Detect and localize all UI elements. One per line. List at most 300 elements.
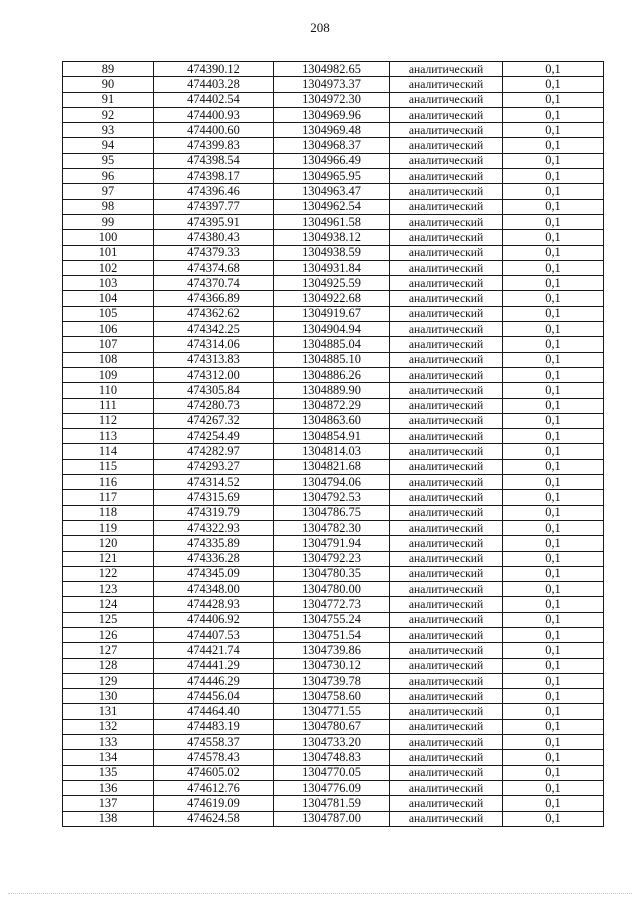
method-cell: аналитический <box>390 520 503 535</box>
method-cell: аналитический <box>390 627 503 642</box>
method-cell: аналитический <box>390 276 503 291</box>
y-coordinate-cell: 1304938.12 <box>274 230 390 245</box>
method-cell: аналитический <box>390 551 503 566</box>
method-cell: аналитический <box>390 245 503 260</box>
page-number: 208 <box>310 20 330 35</box>
table-row <box>63 750 604 765</box>
point-number-cell: 99 <box>63 214 154 229</box>
precision-cell: 0,1 <box>503 597 604 612</box>
precision-cell: 0,1 <box>503 184 604 199</box>
precision-cell: 0,1 <box>503 505 604 520</box>
precision-cell: 0,1 <box>503 383 604 398</box>
precision-cell: 0,1 <box>503 765 604 780</box>
precision-cell: 0,1 <box>503 582 604 597</box>
y-coordinate-cell: 1304885.10 <box>274 352 390 367</box>
precision-cell: 0,1 <box>503 245 604 260</box>
point-number-cell: 115 <box>63 459 154 474</box>
y-coordinate-cell: 1304748.83 <box>274 750 390 765</box>
y-coordinate-cell: 1304938.59 <box>274 245 390 260</box>
x-coordinate-cell: 474400.60 <box>154 123 274 138</box>
precision-cell: 0,1 <box>503 780 604 795</box>
point-number-cell: 129 <box>63 673 154 688</box>
point-number-cell: 97 <box>63 184 154 199</box>
point-number-cell: 91 <box>63 92 154 107</box>
y-coordinate-cell: 1304780.35 <box>274 566 390 581</box>
y-coordinate-cell: 1304889.90 <box>274 383 390 398</box>
point-number-cell: 132 <box>63 719 154 734</box>
point-number-cell: 101 <box>63 245 154 260</box>
table-row <box>63 719 604 734</box>
precision-cell: 0,1 <box>503 796 604 811</box>
table-row <box>63 490 604 505</box>
table-row <box>63 123 604 138</box>
point-number-cell: 135 <box>63 765 154 780</box>
method-cell: аналитический <box>390 107 503 122</box>
y-coordinate-cell: 1304972.30 <box>274 92 390 107</box>
table-row <box>63 444 604 459</box>
method-cell: аналитический <box>390 77 503 92</box>
precision-cell: 0,1 <box>503 199 604 214</box>
precision-cell: 0,1 <box>503 306 604 321</box>
x-coordinate-cell: 474314.06 <box>154 337 274 352</box>
precision-cell: 0,1 <box>503 153 604 168</box>
precision-cell: 0,1 <box>503 214 604 229</box>
x-coordinate-cell: 474345.09 <box>154 566 274 581</box>
table-row <box>63 582 604 597</box>
point-number-cell: 102 <box>63 260 154 275</box>
point-number-cell: 128 <box>63 658 154 673</box>
x-coordinate-cell: 474379.33 <box>154 245 274 260</box>
point-number-cell: 90 <box>63 77 154 92</box>
x-coordinate-cell: 474366.89 <box>154 291 274 306</box>
table-row <box>63 92 604 107</box>
method-cell: аналитический <box>390 429 503 444</box>
point-number-cell: 112 <box>63 413 154 428</box>
y-coordinate-cell: 1304966.49 <box>274 153 390 168</box>
method-cell: аналитический <box>390 689 503 704</box>
table-row <box>63 276 604 291</box>
table-row <box>63 780 604 795</box>
y-coordinate-cell: 1304854.91 <box>274 429 390 444</box>
x-coordinate-cell: 474441.29 <box>154 658 274 673</box>
precision-cell: 0,1 <box>503 704 604 719</box>
table-row <box>63 505 604 520</box>
y-coordinate-cell: 1304886.26 <box>274 367 390 382</box>
y-coordinate-cell: 1304786.75 <box>274 505 390 520</box>
method-cell: аналитический <box>390 475 503 490</box>
x-coordinate-cell: 474398.54 <box>154 153 274 168</box>
x-coordinate-cell: 474402.54 <box>154 92 274 107</box>
table-row <box>63 689 604 704</box>
point-number-cell: 103 <box>63 276 154 291</box>
table-row <box>63 536 604 551</box>
precision-cell: 0,1 <box>503 107 604 122</box>
y-coordinate-cell: 1304780.67 <box>274 719 390 734</box>
y-coordinate-cell: 1304739.78 <box>274 673 390 688</box>
method-cell: аналитический <box>390 62 503 77</box>
y-coordinate-cell: 1304814.03 <box>274 444 390 459</box>
table-row <box>63 184 604 199</box>
x-coordinate-cell: 474348.00 <box>154 582 274 597</box>
table-row <box>63 245 604 260</box>
method-cell: аналитический <box>390 367 503 382</box>
method-cell: аналитический <box>390 582 503 597</box>
method-cell: аналитический <box>390 566 503 581</box>
method-cell: аналитический <box>390 490 503 505</box>
point-number-cell: 124 <box>63 597 154 612</box>
point-number-cell: 104 <box>63 291 154 306</box>
precision-cell: 0,1 <box>503 520 604 535</box>
y-coordinate-cell: 1304963.47 <box>274 184 390 199</box>
table-row <box>63 551 604 566</box>
precision-cell: 0,1 <box>503 62 604 77</box>
x-coordinate-cell: 474398.17 <box>154 169 274 184</box>
point-number-cell: 126 <box>63 627 154 642</box>
point-number-cell: 131 <box>63 704 154 719</box>
method-cell: аналитический <box>390 383 503 398</box>
table-row <box>63 643 604 658</box>
table-row <box>63 337 604 352</box>
coordinates-table <box>62 61 604 827</box>
method-cell: аналитический <box>390 735 503 750</box>
method-cell: аналитический <box>390 413 503 428</box>
table-row <box>63 765 604 780</box>
x-coordinate-cell: 474558.37 <box>154 735 274 750</box>
y-coordinate-cell: 1304792.23 <box>274 551 390 566</box>
x-coordinate-cell: 474483.19 <box>154 719 274 734</box>
precision-cell: 0,1 <box>503 459 604 474</box>
method-cell: аналитический <box>390 750 503 765</box>
x-coordinate-cell: 474456.04 <box>154 689 274 704</box>
method-cell: аналитический <box>390 123 503 138</box>
table-row <box>63 306 604 321</box>
precision-cell: 0,1 <box>503 276 604 291</box>
precision-cell: 0,1 <box>503 429 604 444</box>
point-number-cell: 109 <box>63 367 154 382</box>
precision-cell: 0,1 <box>503 735 604 750</box>
point-number-cell: 118 <box>63 505 154 520</box>
x-coordinate-cell: 474335.89 <box>154 536 274 551</box>
point-number-cell: 127 <box>63 643 154 658</box>
table-row <box>63 658 604 673</box>
x-coordinate-cell: 474293.27 <box>154 459 274 474</box>
method-cell: аналитический <box>390 153 503 168</box>
point-number-cell: 117 <box>63 490 154 505</box>
y-coordinate-cell: 1304922.68 <box>274 291 390 306</box>
point-number-cell: 96 <box>63 169 154 184</box>
point-number-cell: 113 <box>63 429 154 444</box>
point-number-cell: 121 <box>63 551 154 566</box>
method-cell: аналитический <box>390 444 503 459</box>
point-number-cell: 100 <box>63 230 154 245</box>
table-row <box>63 230 604 245</box>
method-cell: аналитический <box>390 230 503 245</box>
x-coordinate-cell: 474312.00 <box>154 367 274 382</box>
method-cell: аналитический <box>390 658 503 673</box>
x-coordinate-cell: 474322.93 <box>154 520 274 535</box>
table-row <box>63 475 604 490</box>
y-coordinate-cell: 1304925.59 <box>274 276 390 291</box>
method-cell: аналитический <box>390 459 503 474</box>
precision-cell: 0,1 <box>503 260 604 275</box>
method-cell: аналитический <box>390 306 503 321</box>
table-row <box>63 612 604 627</box>
x-coordinate-cell: 474342.25 <box>154 322 274 337</box>
x-coordinate-cell: 474319.79 <box>154 505 274 520</box>
y-coordinate-cell: 1304794.06 <box>274 475 390 490</box>
x-coordinate-cell: 474336.28 <box>154 551 274 566</box>
x-coordinate-cell: 474578.43 <box>154 750 274 765</box>
y-coordinate-cell: 1304730.12 <box>274 658 390 673</box>
table-row <box>63 322 604 337</box>
x-coordinate-cell: 474370.74 <box>154 276 274 291</box>
method-cell: аналитический <box>390 352 503 367</box>
precision-cell: 0,1 <box>503 337 604 352</box>
point-number-cell: 122 <box>63 566 154 581</box>
x-coordinate-cell: 474315.69 <box>154 490 274 505</box>
point-number-cell: 89 <box>63 62 154 77</box>
precision-cell: 0,1 <box>503 719 604 734</box>
table-row <box>63 352 604 367</box>
y-coordinate-cell: 1304968.37 <box>274 138 390 153</box>
y-coordinate-cell: 1304780.00 <box>274 582 390 597</box>
y-coordinate-cell: 1304821.68 <box>274 459 390 474</box>
x-coordinate-cell: 474374.68 <box>154 260 274 275</box>
y-coordinate-cell: 1304969.48 <box>274 123 390 138</box>
method-cell: аналитический <box>390 673 503 688</box>
x-coordinate-cell: 474314.52 <box>154 475 274 490</box>
x-coordinate-cell: 474403.28 <box>154 77 274 92</box>
point-number-cell: 105 <box>63 306 154 321</box>
point-number-cell: 93 <box>63 123 154 138</box>
method-cell: аналитический <box>390 719 503 734</box>
precision-cell: 0,1 <box>503 551 604 566</box>
x-coordinate-cell: 474305.84 <box>154 383 274 398</box>
table-row <box>63 459 604 474</box>
method-cell: аналитический <box>390 398 503 413</box>
y-coordinate-cell: 1304776.09 <box>274 780 390 795</box>
x-coordinate-cell: 474396.46 <box>154 184 274 199</box>
table-row <box>63 520 604 535</box>
method-cell: аналитический <box>390 184 503 199</box>
point-number-cell: 94 <box>63 138 154 153</box>
y-coordinate-cell: 1304982.65 <box>274 62 390 77</box>
method-cell: аналитический <box>390 291 503 306</box>
method-cell: аналитический <box>390 643 503 658</box>
x-coordinate-cell: 474395.91 <box>154 214 274 229</box>
method-cell: аналитический <box>390 260 503 275</box>
x-coordinate-cell: 474267.32 <box>154 413 274 428</box>
y-coordinate-cell: 1304962.54 <box>274 199 390 214</box>
y-coordinate-cell: 1304791.94 <box>274 536 390 551</box>
y-coordinate-cell: 1304961.58 <box>274 214 390 229</box>
precision-cell: 0,1 <box>503 490 604 505</box>
table-row <box>63 673 604 688</box>
method-cell: аналитический <box>390 214 503 229</box>
point-number-cell: 125 <box>63 612 154 627</box>
table-row <box>63 627 604 642</box>
table-row <box>63 413 604 428</box>
method-cell: аналитический <box>390 199 503 214</box>
method-cell: аналитический <box>390 138 503 153</box>
precision-cell: 0,1 <box>503 123 604 138</box>
method-cell: аналитический <box>390 597 503 612</box>
scan-edge-line <box>8 893 632 894</box>
y-coordinate-cell: 1304863.60 <box>274 413 390 428</box>
point-number-cell: 130 <box>63 689 154 704</box>
method-cell: аналитический <box>390 92 503 107</box>
method-cell: аналитический <box>390 765 503 780</box>
table-row <box>63 597 604 612</box>
y-coordinate-cell: 1304771.55 <box>274 704 390 719</box>
y-coordinate-cell: 1304973.37 <box>274 77 390 92</box>
x-coordinate-cell: 474397.77 <box>154 199 274 214</box>
precision-cell: 0,1 <box>503 230 604 245</box>
precision-cell: 0,1 <box>503 352 604 367</box>
table-row <box>63 429 604 444</box>
table-row <box>63 811 604 826</box>
table-row <box>63 62 604 77</box>
table-row <box>63 383 604 398</box>
x-coordinate-cell: 474421.74 <box>154 643 274 658</box>
method-cell: аналитический <box>390 612 503 627</box>
x-coordinate-cell: 474280.73 <box>154 398 274 413</box>
point-number-cell: 111 <box>63 398 154 413</box>
y-coordinate-cell: 1304872.29 <box>274 398 390 413</box>
x-coordinate-cell: 474619.09 <box>154 796 274 811</box>
point-number-cell: 134 <box>63 750 154 765</box>
x-coordinate-cell: 474399.83 <box>154 138 274 153</box>
precision-cell: 0,1 <box>503 750 604 765</box>
x-coordinate-cell: 474407.53 <box>154 627 274 642</box>
y-coordinate-cell: 1304787.00 <box>274 811 390 826</box>
point-number-cell: 116 <box>63 475 154 490</box>
table-row <box>63 566 604 581</box>
method-cell: аналитический <box>390 704 503 719</box>
y-coordinate-cell: 1304772.73 <box>274 597 390 612</box>
table-row <box>63 199 604 214</box>
x-coordinate-cell: 474400.93 <box>154 107 274 122</box>
y-coordinate-cell: 1304969.96 <box>274 107 390 122</box>
x-coordinate-cell: 474605.02 <box>154 765 274 780</box>
table-row <box>63 138 604 153</box>
y-coordinate-cell: 1304792.53 <box>274 490 390 505</box>
y-coordinate-cell: 1304758.60 <box>274 689 390 704</box>
y-coordinate-cell: 1304751.54 <box>274 627 390 642</box>
method-cell: аналитический <box>390 337 503 352</box>
table-row <box>63 77 604 92</box>
precision-cell: 0,1 <box>503 612 604 627</box>
precision-cell: 0,1 <box>503 398 604 413</box>
y-coordinate-cell: 1304781.59 <box>274 796 390 811</box>
x-coordinate-cell: 474362.62 <box>154 306 274 321</box>
point-number-cell: 110 <box>63 383 154 398</box>
x-coordinate-cell: 474380.43 <box>154 230 274 245</box>
point-number-cell: 137 <box>63 796 154 811</box>
method-cell: аналитический <box>390 796 503 811</box>
y-coordinate-cell: 1304782.30 <box>274 520 390 535</box>
table-row <box>63 735 604 750</box>
x-coordinate-cell: 474390.12 <box>154 62 274 77</box>
y-coordinate-cell: 1304965.95 <box>274 169 390 184</box>
x-coordinate-cell: 474254.49 <box>154 429 274 444</box>
coordinates-table-body <box>63 62 604 827</box>
y-coordinate-cell: 1304931.84 <box>274 260 390 275</box>
precision-cell: 0,1 <box>503 475 604 490</box>
method-cell: аналитический <box>390 811 503 826</box>
y-coordinate-cell: 1304770.05 <box>274 765 390 780</box>
precision-cell: 0,1 <box>503 689 604 704</box>
x-coordinate-cell: 474624.58 <box>154 811 274 826</box>
table-row <box>63 107 604 122</box>
point-number-cell: 107 <box>63 337 154 352</box>
table-row <box>63 153 604 168</box>
x-coordinate-cell: 474406.92 <box>154 612 274 627</box>
y-coordinate-cell: 1304739.86 <box>274 643 390 658</box>
precision-cell: 0,1 <box>503 627 604 642</box>
precision-cell: 0,1 <box>503 413 604 428</box>
table-row <box>63 367 604 382</box>
method-cell: аналитический <box>390 322 503 337</box>
x-coordinate-cell: 474428.93 <box>154 597 274 612</box>
table-row <box>63 260 604 275</box>
point-number-cell: 98 <box>63 199 154 214</box>
precision-cell: 0,1 <box>503 566 604 581</box>
precision-cell: 0,1 <box>503 367 604 382</box>
table-row <box>63 398 604 413</box>
point-number-cell: 133 <box>63 735 154 750</box>
x-coordinate-cell: 474313.83 <box>154 352 274 367</box>
table-row <box>63 704 604 719</box>
table-row <box>63 214 604 229</box>
method-cell: аналитический <box>390 505 503 520</box>
precision-cell: 0,1 <box>503 536 604 551</box>
x-coordinate-cell: 474464.40 <box>154 704 274 719</box>
method-cell: аналитический <box>390 536 503 551</box>
y-coordinate-cell: 1304885.04 <box>274 337 390 352</box>
precision-cell: 0,1 <box>503 138 604 153</box>
x-coordinate-cell: 474282.97 <box>154 444 274 459</box>
precision-cell: 0,1 <box>503 444 604 459</box>
precision-cell: 0,1 <box>503 658 604 673</box>
method-cell: аналитический <box>390 780 503 795</box>
y-coordinate-cell: 1304904.94 <box>274 322 390 337</box>
precision-cell: 0,1 <box>503 77 604 92</box>
y-coordinate-cell: 1304919.67 <box>274 306 390 321</box>
y-coordinate-cell: 1304755.24 <box>274 612 390 627</box>
point-number-cell: 119 <box>63 520 154 535</box>
precision-cell: 0,1 <box>503 643 604 658</box>
point-number-cell: 106 <box>63 322 154 337</box>
x-coordinate-cell: 474446.29 <box>154 673 274 688</box>
table-row <box>63 169 604 184</box>
point-number-cell: 120 <box>63 536 154 551</box>
method-cell: аналитический <box>390 169 503 184</box>
point-number-cell: 108 <box>63 352 154 367</box>
point-number-cell: 95 <box>63 153 154 168</box>
precision-cell: 0,1 <box>503 811 604 826</box>
point-number-cell: 92 <box>63 107 154 122</box>
point-number-cell: 136 <box>63 780 154 795</box>
x-coordinate-cell: 474612.76 <box>154 780 274 795</box>
precision-cell: 0,1 <box>503 92 604 107</box>
table-row <box>63 291 604 306</box>
point-number-cell: 114 <box>63 444 154 459</box>
precision-cell: 0,1 <box>503 322 604 337</box>
precision-cell: 0,1 <box>503 673 604 688</box>
precision-cell: 0,1 <box>503 291 604 306</box>
table-row <box>63 796 604 811</box>
